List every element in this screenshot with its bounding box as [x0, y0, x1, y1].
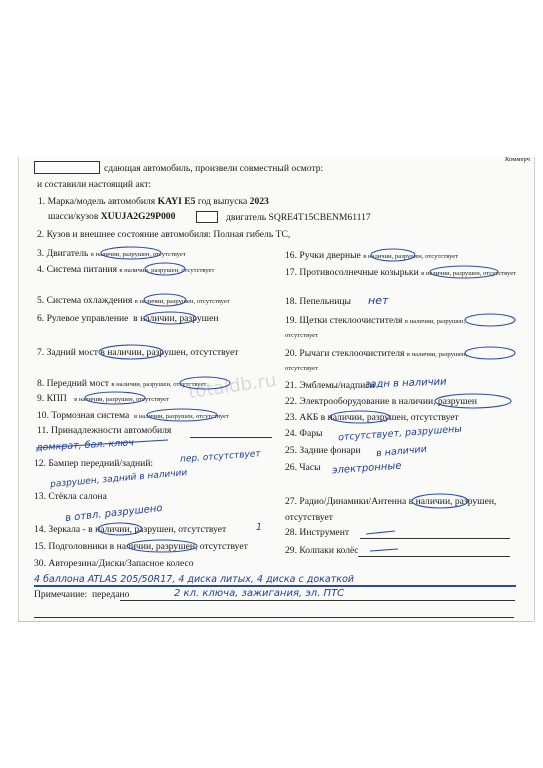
watermark: totaldb.ru: [186, 369, 278, 404]
item-26: 26. Часы: [285, 462, 321, 473]
hw-ashtray: нет: [368, 294, 389, 307]
circle-handles: [371, 249, 415, 261]
item-10: 10. Тормозная система в наличии, разрушен, отсутствует: [37, 410, 229, 421]
hw-bumper-1: пер. отсутствует: [179, 449, 261, 465]
item-7: 7. Задний мост в наличии, разрушен, отсутствует: [37, 347, 239, 358]
intro-line-1: сдающая автомобиль, произвели совместный осмотр:: [104, 163, 324, 174]
strike-accessories: [36, 440, 168, 448]
item-19-opt2: отсутствует: [285, 332, 318, 339]
body-state: 2. Кузов и внешнее состояние автомобиля: Полная гибель ТС,: [37, 229, 291, 240]
item-27-opt2: отсутствует: [285, 512, 333, 523]
item-28: 28. Инструмент: [285, 527, 350, 538]
item-9: 9. КПП в наличии, разрушен, отсутствует: [37, 393, 169, 404]
item-14: 14. Зеркала - в наличии, разрушен, отсутствует: [34, 524, 227, 535]
item-20-opt2: отсутствует: [285, 365, 318, 372]
circle-cooling-present: [144, 294, 186, 306]
hw-accessories: домкрат, бал. ключ: [35, 437, 135, 454]
circle-front-axle: [180, 377, 230, 389]
circle-radio: [412, 494, 468, 508]
circle-engine-present: [101, 247, 161, 259]
item-20: 20. Рычаги стеклоочистителя в наличии, разрушен,: [285, 348, 468, 359]
circle-brakes: [147, 409, 217, 421]
circle-steering-present: [144, 312, 196, 324]
hw-note-tail: 2 кл. ключа, зажигания, эл. ПТС: [174, 588, 345, 599]
item-11: 11. Принадлежности автомобиля: [37, 425, 172, 436]
item-13: 13. Стёкла салона: [34, 491, 107, 502]
item-22: 22. Электрооборудование в наличии, разрушен: [285, 396, 478, 407]
circle-fuel-destroyed: [145, 263, 185, 275]
note-row: Примечание: передано: [34, 589, 130, 600]
hw-mirrors: 1: [256, 522, 263, 533]
item-18: 18. Пепельницы: [285, 296, 351, 307]
item-6: 6. Рулевое управление в наличии, разрушен: [37, 313, 219, 324]
hw-headlights: отсутствует, разрушены: [337, 423, 463, 444]
circle-mirrors: [98, 523, 142, 535]
chassis-value: XUUJA2G29P000: [100, 211, 176, 222]
hw-glass: в отвл. разрушено: [64, 502, 163, 525]
intro-line-2: и составили настоящий акт:: [37, 179, 152, 190]
hw-clock: электронные: [331, 460, 402, 477]
hw-taillights: в наличии: [375, 443, 428, 460]
item-25: 25. Задние фонари: [285, 445, 361, 456]
year-value: 2023: [249, 196, 269, 207]
make-label: 1. Марка/модель автомобиля: [38, 196, 156, 207]
item-23: 23. АКБ в наличии, разрушен, отсутствует: [285, 412, 459, 423]
circle-headrests: [127, 540, 197, 552]
item-30: 30. Авторезина/Диски/Запасное колесо: [34, 558, 194, 569]
item-27: 27. Радио/Динамики/Антенна в наличии, разрушен,: [285, 496, 497, 507]
item-17: 17. Противосолнечные козырьки в наличии, разрушен, отсутствует: [285, 267, 517, 278]
circle-wipers: [465, 314, 515, 326]
item-21: 21. Эмблемы/надписи: [285, 380, 375, 391]
year-label: год выпуска: [197, 196, 248, 207]
item-19: 19. Щетки стеклоочистителя в наличии, разрушен,: [285, 315, 466, 326]
item-24: 24. Фары: [285, 428, 323, 439]
hw-bumper-2: разрушен, задний в наличии: [49, 468, 188, 490]
circle-rear-axle: [99, 345, 163, 359]
engine-value: SQRE4T15CBENM61117: [268, 212, 371, 223]
item-15: 15. Подголовники в наличии, разрушен, отсутствует: [34, 541, 248, 552]
engine-label: двигатель: [226, 212, 267, 223]
strike-caps: [370, 549, 398, 551]
strike-instrument: [366, 531, 395, 534]
circle-gearbox: [85, 392, 145, 404]
make-value: KAYI E5: [157, 196, 196, 207]
item-4: 4. Система питания в наличии, разрушен, отсутствует: [37, 264, 215, 275]
item-12: 12. Бампер передний/задний:: [34, 458, 154, 469]
chassis-label: шасси/кузов: [48, 211, 99, 222]
hw-tires: 4 баллона ATLAS 205/50R17, 4 диска литых, 4 диска с докаткой: [34, 574, 354, 585]
circle-wiper-arms: [465, 347, 515, 359]
item-5: 5. Система охлаждения в наличии, разрушен, отсутствует: [37, 295, 230, 306]
item-16: 16. Ручки дверные в наличии, разрушен, отсутствует: [285, 250, 459, 261]
corner-text: Коммерч: [505, 156, 530, 163]
hw-emblems: задн в наличии: [364, 376, 447, 391]
item-8: 8. Передний мост в наличии, разрушен, отсутствует: [37, 378, 207, 389]
circle-electrical: [435, 394, 511, 408]
circle-visors: [430, 266, 498, 278]
circle-battery: [330, 411, 390, 423]
item-3: 3. Двигатель в наличии, разрушен, отсутствует: [37, 248, 186, 259]
item-29: 29. Колпаки колёс: [285, 545, 359, 556]
